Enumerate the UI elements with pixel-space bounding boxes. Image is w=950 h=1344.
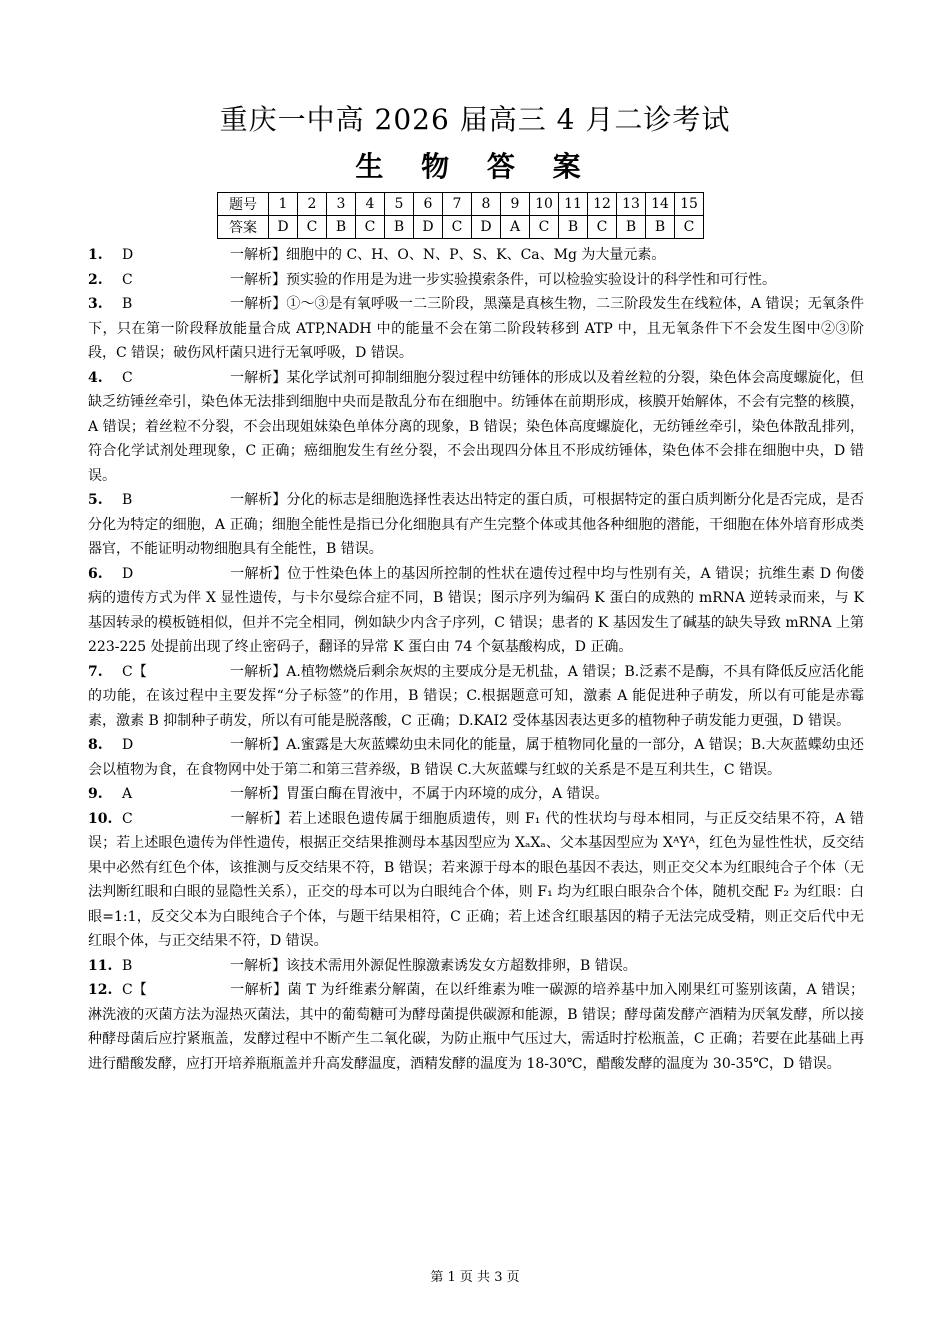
item-answer: D xyxy=(122,247,134,263)
explanation-item xyxy=(88,954,864,979)
item-number: 5. xyxy=(88,492,103,508)
item-explanation: 一解析】预实验的作用是为进一步实验摸索条件，可以检验实验设计的科学性和可行性。 xyxy=(230,271,776,288)
explanation-item xyxy=(88,562,864,660)
question-number-cell: 6 xyxy=(414,193,443,216)
item-explanation: 一解析】A.蜜露是大灰蓝蝶幼虫未同化的能量，属于植物同化量的一部分，A 错误；B.大灰蓝蝶幼虫还会以植物为食，在食物网中处于第二和第三营养级，B 错误 C.大灰蓝蝶与红蚁的关系是不是互利共生，C 错误。 xyxy=(88,737,864,778)
item-explanation: 一解析】某化学试剂可抑制细胞分裂过程中纺锤体的形成以及着丝粒的分裂，染色体会高度螺旋化，但缺乏纺锤丝牵引，染色体无法排到细胞中央而是散乱分布在细胞中。纺锤体在前期形成，核膜开始解体，不会有完整的核膜，A 错误；着丝粒不分裂，不会出现姐妹染色单体分离的现象，B 错误；染色体高度螺旋化，无纺锤丝牵引，染色体散乱排列，符合化学试剂处理现象，C 正确；癌细胞发生有丝分裂，不会出现四分体且不形成纺锤体，染色体不会排在细胞中央，D 错误。 xyxy=(88,369,864,484)
answer-cell: D xyxy=(269,216,298,239)
item-number: 2. xyxy=(88,271,103,288)
answer-cell: B xyxy=(327,216,356,239)
answer-cell: C xyxy=(298,216,327,239)
question-number-cell: 13 xyxy=(617,193,646,216)
question-number-cell: 7 xyxy=(443,193,472,216)
answer-cell: D xyxy=(472,216,501,239)
page-title: 重庆一中高 2026 届高三 4 月二诊考试 xyxy=(219,103,731,136)
question-number-cell: 9 xyxy=(501,193,530,216)
item-explanation: 一解析】该技术需用外源促性腺激素诱发女方超数排卵，B 错误。 xyxy=(230,957,637,974)
explanation-item xyxy=(88,660,864,734)
item-explanation: 一解析】菌 T 为纤维素分解菌，在以纤维素为唯一碳源的培养基中加入刚果红可鉴别该菌，A 错误；淋洗液的灭菌方法为湿热灭菌法，其中的葡萄糖可为酵母菌提供碳源和能源，B 错误；酵母菌发酵产酒精为厌氧发酵，所以接种酵母菌后应拧紧瓶盖，发酵过程中不断产生二氧化碳，为防止瓶中气压过大，需适时拧松瓶盖，C 正确；若要在此基础上再进行醋酸发酵，应打开培养瓶瓶盖并升高发酵温度，酒精发酵的温度为 18-30℃，醋酸发酵的温度为 30-35℃，D 错误。 xyxy=(88,982,864,1072)
item-explanation: 一解析】分化的标志是细胞选择性表达出特定的蛋白质，可根据特定的蛋白质判断分化是否完成，是否分化为特定的细胞，A 正确；细胞全能性是指已分化细胞具有产生完整个体或其他各种细胞的潜能，干细胞在体外培育形成类器官，不能证明动物细胞具有全能性，B 错误。 xyxy=(88,492,864,557)
answer-cell: C xyxy=(530,216,559,239)
answer-cell: D xyxy=(414,216,443,239)
explanation-item xyxy=(88,733,864,782)
item-number: 11. xyxy=(88,957,113,974)
answer-cell: A xyxy=(501,216,530,239)
item-number: 6. xyxy=(88,565,103,582)
answer-cell: B xyxy=(617,216,646,239)
answer-cell: C xyxy=(443,216,472,239)
question-number-cell: 5 xyxy=(385,193,414,216)
answer-cell: B xyxy=(559,216,588,239)
answer-table-number-row xyxy=(218,193,704,216)
item-answer: D xyxy=(122,565,134,582)
explanation-item xyxy=(88,807,864,954)
row-label-answer: 答案 xyxy=(218,216,269,239)
item-explanation: 一解析】A.植物燃烧后剩余灰烬的主要成分是无机盐，A 错误；B.泛素不是酶，不具有降低反应活化能的功能，在该过程中主要发挥“分子标签”的作用，B 错误；C.根据题意可知，激素 A 能促进种子萌发，所以有可能是赤霉素，激素 B 抑制种子萌发，所以有可能是脱落酸，C 正确；D.KAI2 受体基因表达更多的植物种子萌发能力更强，D 错误。 xyxy=(88,663,864,729)
explanation-item xyxy=(88,268,864,293)
item-answer: C xyxy=(122,271,133,288)
explanation-item xyxy=(88,488,864,562)
item-answer: C xyxy=(122,810,133,827)
item-answer: B xyxy=(122,492,133,508)
explanation-item xyxy=(88,366,864,489)
question-number-cell: 1 xyxy=(269,193,298,216)
item-explanation: 一解析】细胞中的 C、H、O、N、P、S、K、Ca、Mg 为大量元素。 xyxy=(230,247,666,263)
item-answer: C xyxy=(122,369,133,386)
item-number: 12. xyxy=(88,982,113,998)
question-number-cell: 11 xyxy=(559,193,588,216)
answer-table-answer-row xyxy=(218,216,704,239)
page-footer: 第 1 页 共 3 页 xyxy=(430,1270,520,1285)
answer-table xyxy=(217,192,704,239)
item-answer: A xyxy=(122,786,133,802)
item-explanation: 一解析】若上述眼色遗传属于细胞质遗传，则 F₁ 代的性状均与母本相同，与正反交结果不符，A 错误；若上述眼色遗传为伴性遗传，根据正交结果推测母本基因型应为 XₐXₐ、父本基因型应为 XᴬYᴬ，红色为显性性状，反交结果中必然有红色个体，该推测与反交结果不符，B 错误；若来源于母本的眼色基因不表达，则正交父本为红眼纯合子个体（无法判断红眼和白眼的显隐性关系），正交的母本可以为白眼纯合个体，则 F₁ 均为红眼白眼杂合个体，随机交配 F₂ 为红眼：白眼=1:1，反交父本为白眼纯合子个体，与题干结果相符，C 正确；若上述含红眼基因的精子无法完成受精，则正交后代中无红眼个体，与正交结果不符，D 错误。 xyxy=(88,810,864,949)
explanation-item xyxy=(88,243,864,268)
answer-cell: B xyxy=(646,216,675,239)
item-number: 3. xyxy=(88,296,103,312)
answer-cell: C xyxy=(356,216,385,239)
question-number-cell: 12 xyxy=(588,193,617,216)
item-number: 4. xyxy=(88,369,103,386)
row-label-question: 题号 xyxy=(218,193,269,216)
question-number-cell: 4 xyxy=(356,193,385,216)
item-answer: B xyxy=(122,296,133,312)
explanation-item xyxy=(88,292,864,366)
page-subtitle: 生 物 答 案 xyxy=(355,150,595,183)
answer-explanations xyxy=(88,243,864,1076)
question-number-cell: 15 xyxy=(675,193,704,216)
item-number: 8. xyxy=(88,737,103,753)
question-number-cell: 10 xyxy=(530,193,559,216)
item-answer: D xyxy=(122,737,134,753)
question-number-cell: 14 xyxy=(646,193,675,216)
item-explanation: 一解析】胃蛋白酶在胃液中，不属于内环境的成分，A 错误。 xyxy=(230,786,609,802)
item-explanation: 一解析】位于性染色体上的基因所控制的性状在遗传过程中均与性别有关，A 错误；抗维生素 D 佝偻病的遗传方式为伴 X 显性遗传，与卡尔曼综合症不同，B 错误；图示序列为编码 K 蛋白的成熟的 mRNA 逆转录而来，与 K 基因转录的模板链相似，但并不完全相同，例如缺少内含子序列，C 错误；患者的 K 基因发生了碱基的缺失导致 mRNA 上第 223-225 处提前出现了终止密码子，翻译的异常 K 蛋白由 74 个氨基酸构成，D 正确。 xyxy=(88,565,864,655)
item-number: 10. xyxy=(88,810,113,827)
item-answer: C【 xyxy=(122,982,147,998)
question-number-cell: 3 xyxy=(327,193,356,216)
answer-cell: C xyxy=(588,216,617,239)
answer-cell: C xyxy=(675,216,704,239)
explanation-item xyxy=(88,978,864,1076)
item-number: 7. xyxy=(88,663,103,680)
explanation-item xyxy=(88,782,864,807)
item-number: 9. xyxy=(88,786,103,802)
question-number-cell: 8 xyxy=(472,193,501,216)
answer-cell: B xyxy=(385,216,414,239)
item-number: 1. xyxy=(88,247,103,263)
question-number-cell: 2 xyxy=(298,193,327,216)
item-explanation: 一解析】①～③是有氧呼吸一二三阶段，黑藻是真核生物，二三阶段发生在线粒体，A 错误；无氧条件下，只在第一阶段释放能量合成 ATP,NADH 中的能量不会在第二阶段转移到 ATP 中，且无氧条件下不会发生图中②③阶段，C 错误；破伤风杆菌只进行无氧呼吸，D 错误。 xyxy=(88,296,864,361)
item-answer: B xyxy=(122,957,133,974)
item-answer: C【 xyxy=(122,663,147,680)
